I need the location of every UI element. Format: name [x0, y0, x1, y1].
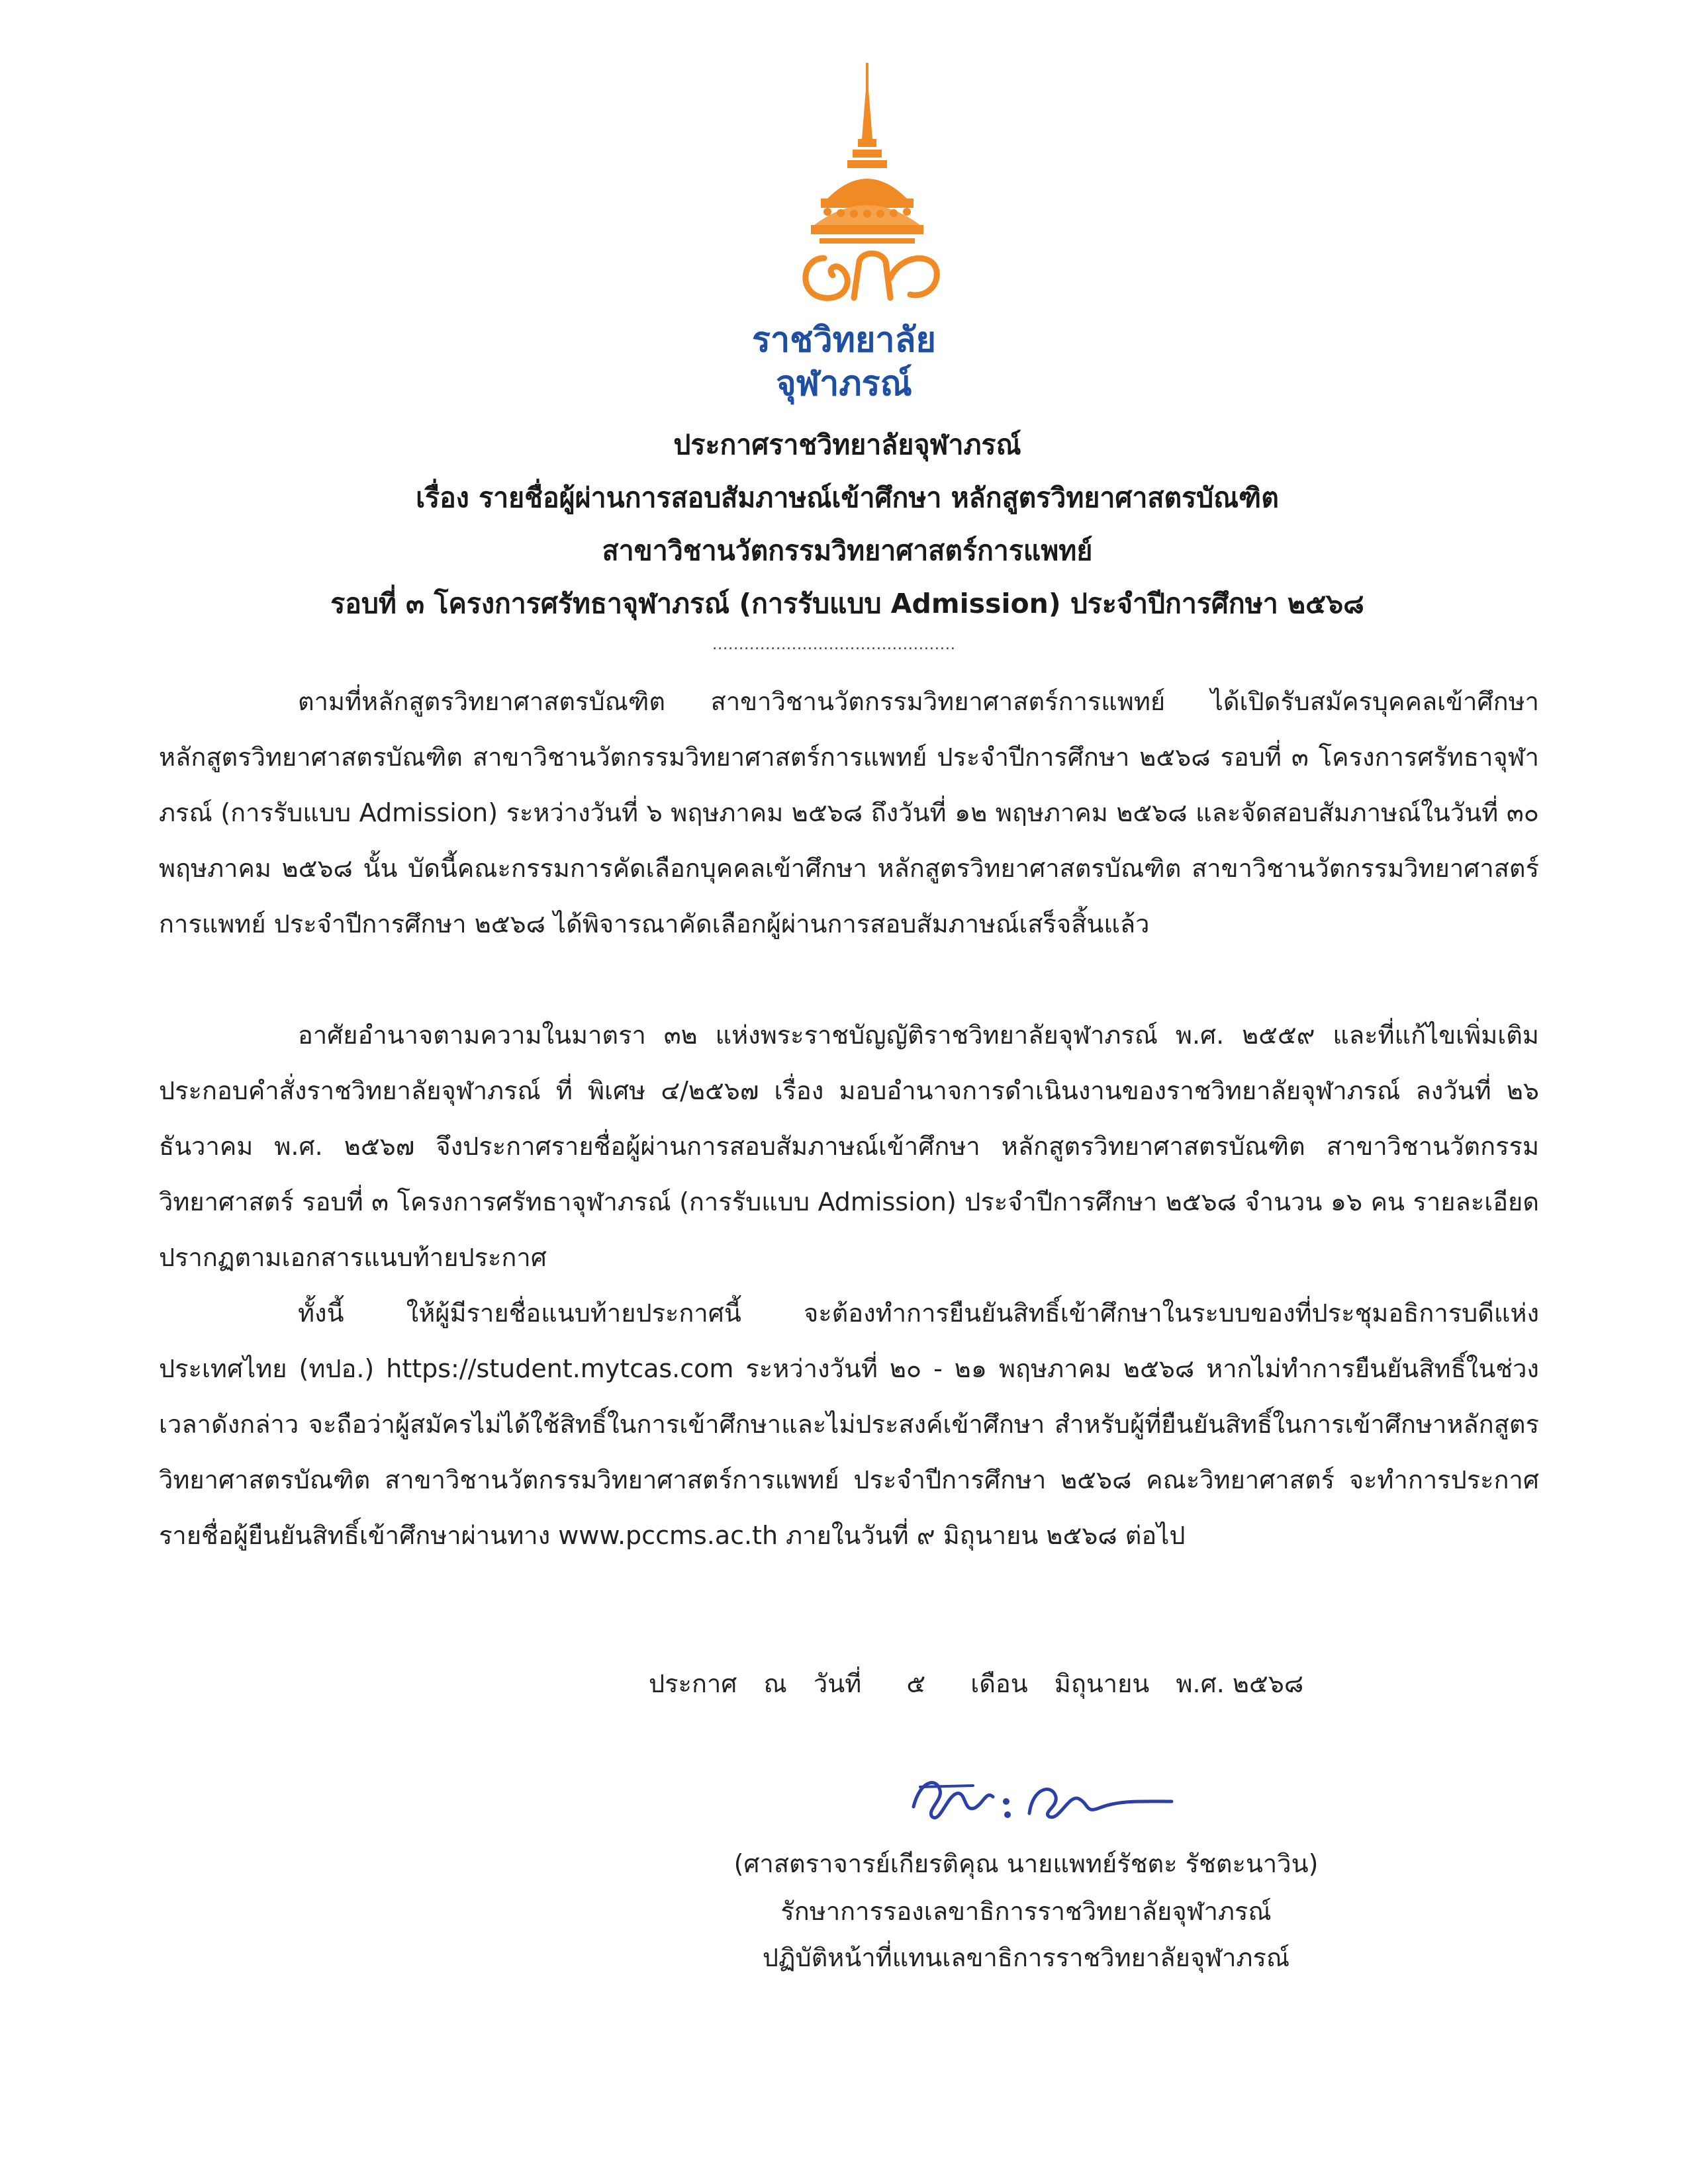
- college-name-line1: ราชวิทยาลัย: [752, 320, 936, 360]
- announcement-date: [649, 1664, 1311, 1704]
- announcement-title: ประกาศราชวิทยาลัยจุฬาภรณ์: [673, 429, 1021, 461]
- announcement-program: สาขาวิชานวัตกรรมวิทยาศาสตร์การแพทย์: [602, 535, 1093, 567]
- body-paragraph-2: อาศัยอำนาจตามความในมาตรา ๓๒ แห่งพระราชบัญญัติราชวิทยาลัยจุฬาภรณ์ พ.ศ. ๒๕๕๙ และที่แก้ไขเพิ่มเติม ประกอบคำสั่งราชวิทยาลัยจุฬาภรณ์ ที่ พิเศษ ๔/๒๕๖๗ เรื่อง มอบอำนาจการดำเนินงานของราชวิทยาลัยจุฬาภรณ์ ลงวันที่ ๒๖ ธันวาคม พ.ศ. ๒๕๖๗ จึงประกาศรายชื่อผู้ผ่านการสอบสัมภาษณ์เข้าศึกษา หลักสูตรวิทยาศาสตรบัณฑิต สาขาวิชานวัตกรรมวิทยาศาสตร์ รอบที่ ๓ โครงการศรัทธาจุฬาภรณ์ (การรับแบบ Admission) ประจำปีการศึกษา ๒๕๖๘ จำนวน ๑๖ คน รายละเอียดปรากฏตามเอกสารแนบท้ายประกาศ: [159, 1021, 1539, 1272]
- date-year: พ.ศ. ๒๕๖๘: [1176, 1669, 1304, 1698]
- signatory-position-2: ปฏิบัติหน้าที่แทนเลขาธิการราชวิทยาลัยจุฬาภรณ์: [762, 1943, 1290, 1972]
- college-name-line2: จุฬาภรณ์: [776, 364, 912, 404]
- date-day: ๕: [906, 1669, 926, 1698]
- title-separator: ..............................................: [712, 637, 956, 653]
- college-emblem-icon: [774, 60, 960, 318]
- body-paragraph-3: ทั้งนี้ ให้ผู้มีรายชื่อแนบท้ายประกาศนี้ จะต้องทำการยืนยันสิทธิ์เข้าศึกษาในระบบของที่ประชุมอธิการบดีแห่งประเทศไทย (ทปอ.) https://student.mytcas.com ระหว่างวันที่ ๒๐ - ๒๑ พฤษภาคม ๒๕๖๘ หากไม่ทำการยืนยันสิทธิ์ในช่วงเวลาดังกล่าว จะถือว่าผู้สมัครไม่ได้ใช้สิทธิ์ในการเข้าศึกษาและไม่ประสงค์เข้าศึกษา สำหรับผู้ที่ยืนยันสิทธิ์ในการเข้าศึกษาหลักสูตรวิทยาศาสตรบัณฑิต สาขาวิชานวัตกรรมวิทยาศาสตร์การแพทย์ ประจำปีการศึกษา ๒๕๖๘ คณะวิทยาศาสตร์ จะทำการประกาศรายชื่อผู้ยืนยันสิทธิ์เข้าศึกษาผ่านทาง www.pccms.ac.th ภายในวันที่ ๙ มิถุนายน ๒๕๖๘ ต่อไป: [159, 1298, 1539, 1550]
- announcement-subject: เรื่อง รายชื่อผู้ผ่านการสอบสัมภาษณ์เข้าศึกษา หลักสูตรวิทยาศาสตรบัณฑิต: [416, 482, 1279, 514]
- signatory-position-1: รักษาการรองเลขาธิการราชวิทยาลัยจุฬาภรณ์: [780, 1897, 1272, 1926]
- signatory-name: (ศาสตราจารย์เกียรติคุณ นายแพทย์รัชตะ รัชตะนาวิน): [733, 1849, 1319, 1878]
- date-prefix: ประกาศ: [649, 1669, 737, 1698]
- date-month: มิถุนายน: [1054, 1669, 1150, 1698]
- announcement-round: รอบที่ ๓ โครงการศรัทธาจุฬาภรณ์ (การรับแบบ Admission) ประจำปีการศึกษา ๒๕๖๘: [330, 588, 1364, 619]
- body-paragraph-1: ตามที่หลักสูตรวิทยาศาสตรบัณฑิต สาขาวิชานวัตกรรมวิทยาศาสตร์การแพทย์ ได้เปิดรับสมัครบุคคลเข้าศึกษา หลักสูตรวิทยาศาสตรบัณฑิต สาขาวิชานวัตกรรมวิทยาศาสตร์การแพทย์ ประจำปีการศึกษา ๒๕๖๘ รอบที่ ๓ โครงการศรัทธาจุฬาภรณ์ (การรับแบบ Admission) ระหว่างวันที่ ๖ พฤษภาคม ๒๕๖๘ ถึงวันที่ ๑๒ พฤษภาคม ๒๕๖๘ และจัดสอบสัมภาษณ์ในวันที่ ๓๐ พฤษภาคม ๒๕๖๘ นั้น บัดนี้คณะกรรมการคัดเลือกบุคคลเข้าศึกษา หลักสูตรวิทยาศาสตรบัณฑิต สาขาวิชานวัตกรรมวิทยาศาสตร์การแพทย์ ประจำปีการศึกษา ๒๕๖๘ ได้พิจารณาคัดเลือกผู้ผ่านการสอบสัมภาษณ์เสร็จสิ้นแล้ว: [159, 687, 1539, 938]
- date-day-label: วันที่: [813, 1669, 862, 1698]
- date-month-label: เดือน: [970, 1669, 1028, 1698]
- handwritten-signature: [900, 1760, 1178, 1833]
- date-at: ณ: [763, 1669, 787, 1698]
